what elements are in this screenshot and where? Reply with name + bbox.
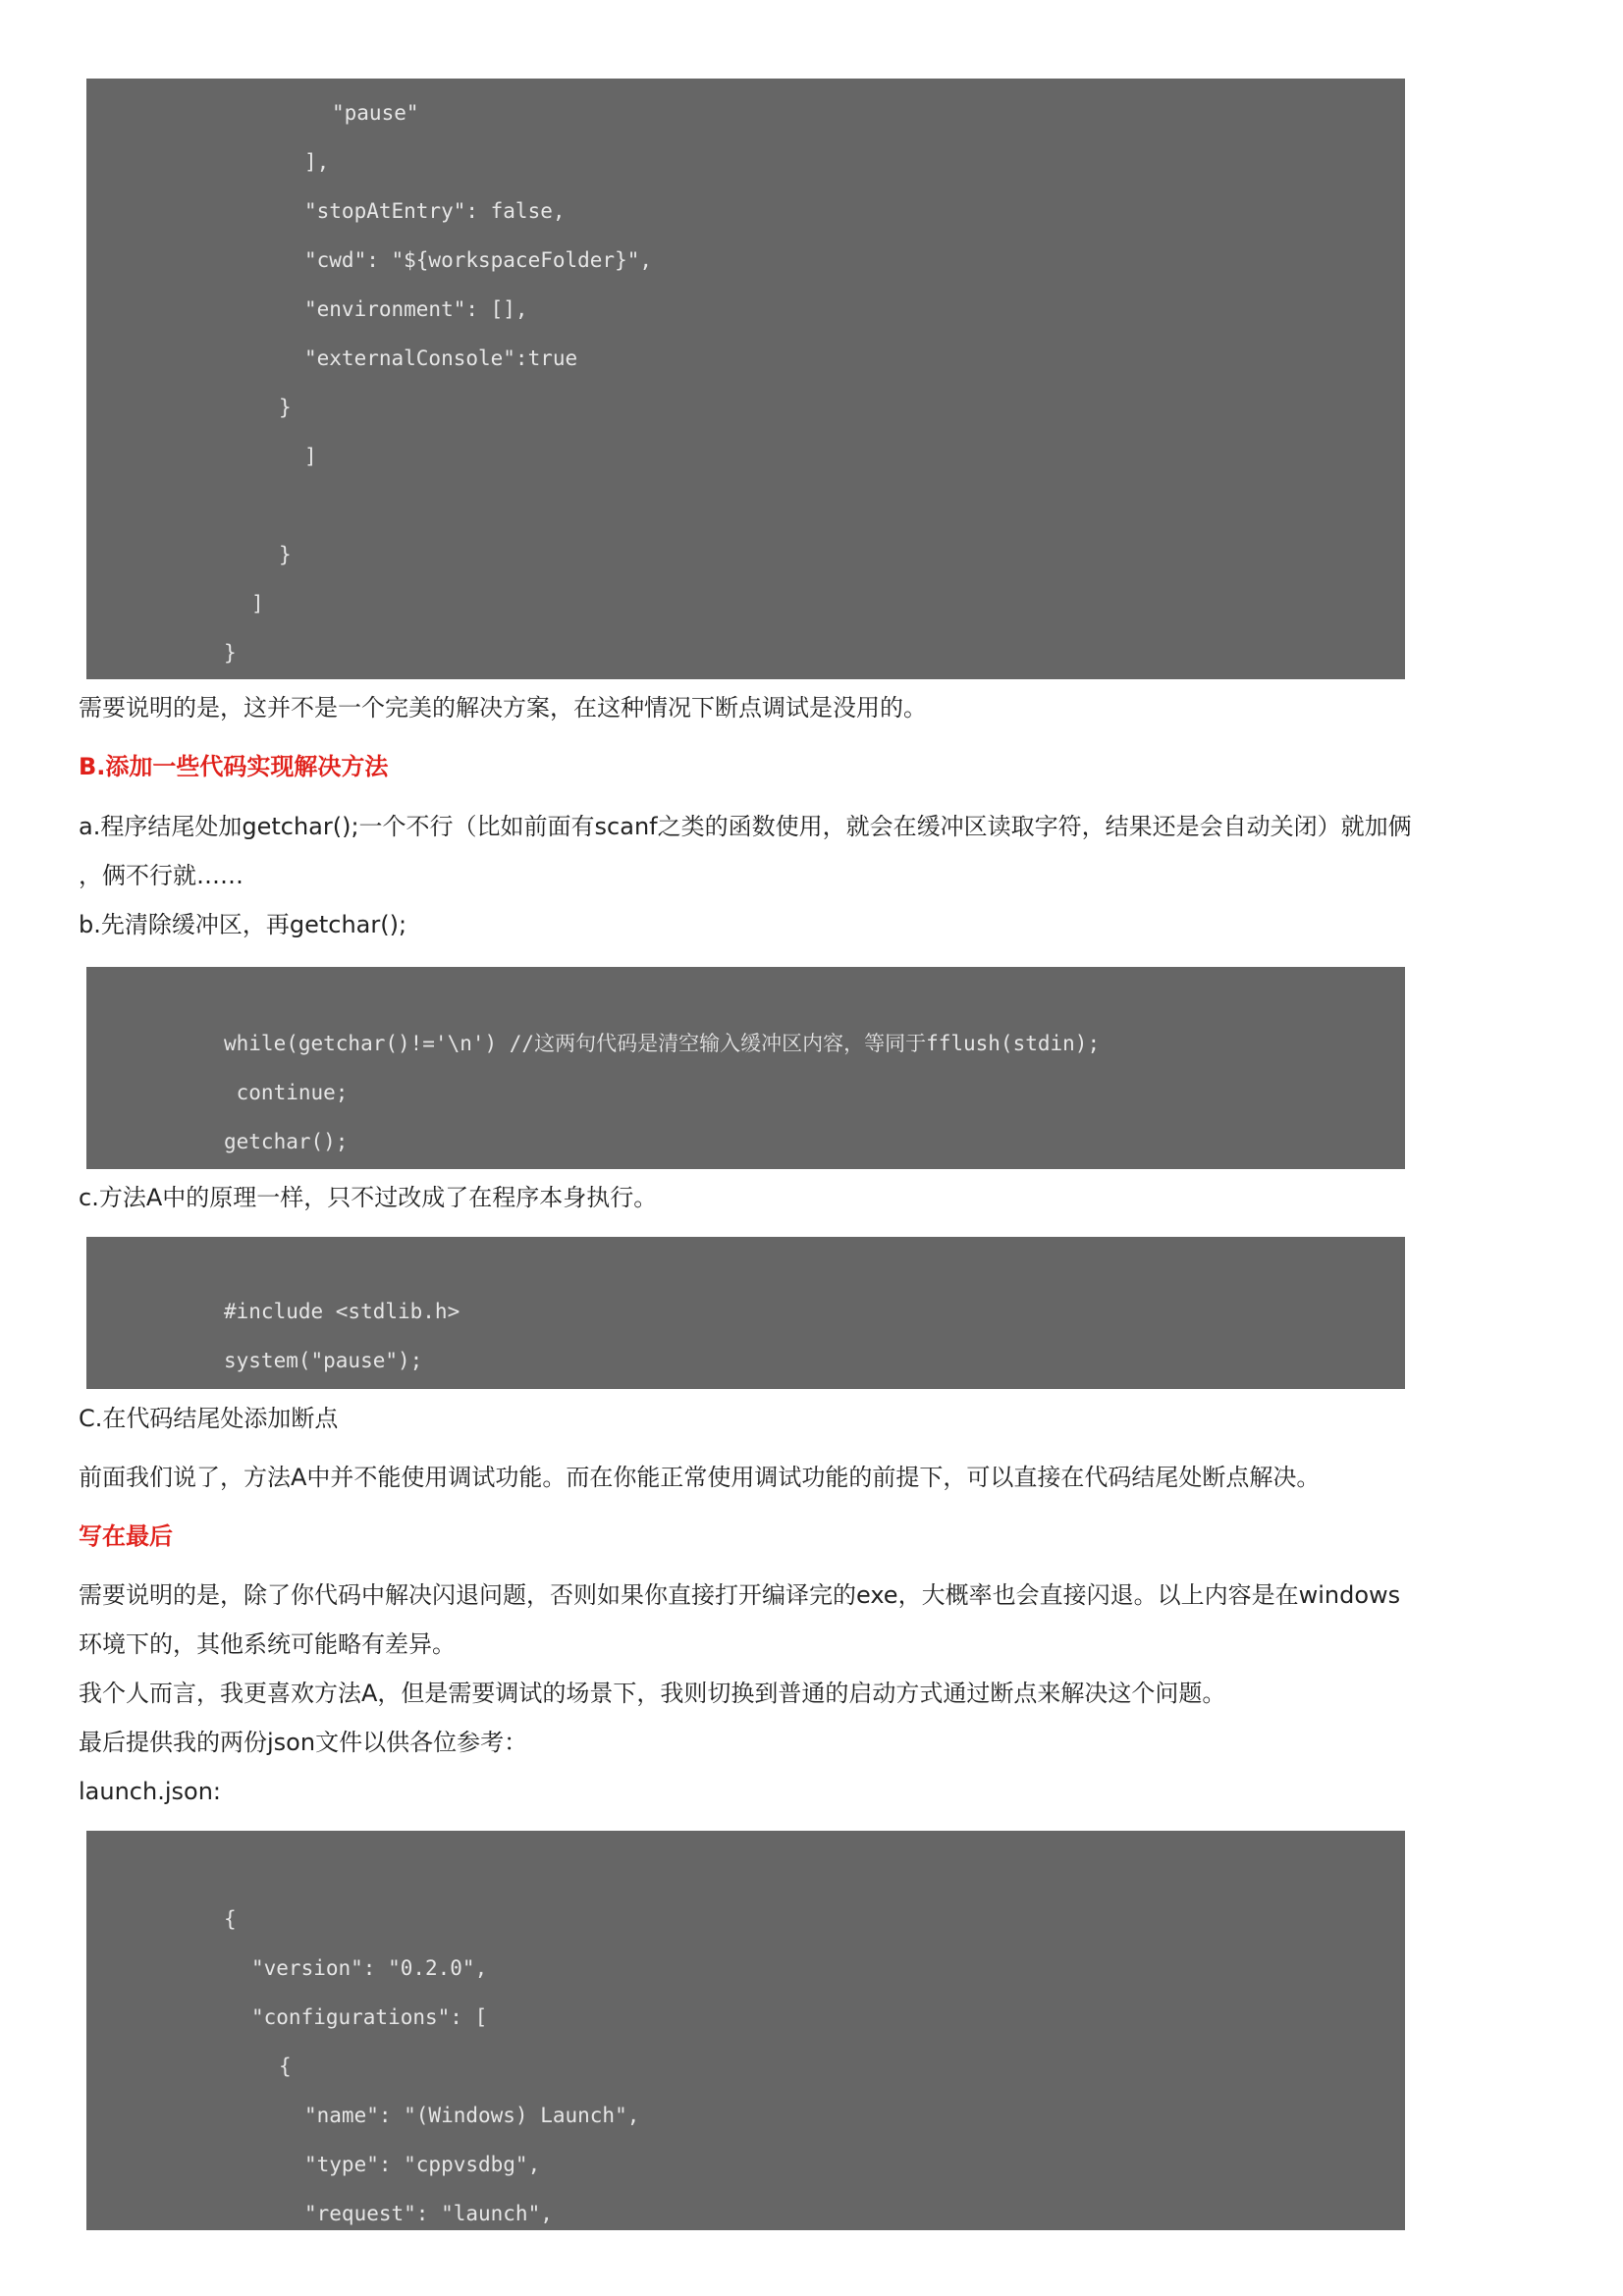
code-line: "configurations": [ xyxy=(251,2005,488,2029)
code-text: while(getchar()!='\n') // xyxy=(224,1032,535,1055)
section-heading-b: B.添加一些代码实现解决方法 xyxy=(79,753,389,780)
paragraph-last-line2: 环境下的，其他系统可能略有差异。 xyxy=(79,1630,456,1658)
paragraph-last-line3: 我个人而言，我更喜欢方法A，但是需要调试的场景下，我则切换到普通的启动方式通过断点来解决这个问题。 xyxy=(79,1680,1226,1707)
launch-json-label: launch.json: xyxy=(79,1778,221,1805)
section-heading-c: C.在代码结尾处添加断点 xyxy=(79,1405,339,1432)
code-line: "name": "(Windows) Launch", xyxy=(304,2104,640,2127)
code-line: { xyxy=(224,1907,237,1931)
note-paragraph: 需要说明的是，这并不是一个完美的解决方案，在这种情况下断点调试是没用的。 xyxy=(79,694,927,721)
code-block-1 xyxy=(86,79,1405,679)
paragraph-c-body: 前面我们说了，方法A中并不能使用调试功能。而在你能正常使用调试功能的前提下，可以直接在代码结尾处断点解决。 xyxy=(79,1464,1321,1491)
code-line: "environment": [], xyxy=(304,297,528,321)
paragraph-c: c.方法A中的原理一样，只不过改成了在程序本身执行。 xyxy=(79,1184,658,1211)
code-line: "type": "cppvsdbg", xyxy=(304,2153,541,2176)
code-line: ] xyxy=(304,445,317,468)
code-line: } xyxy=(224,641,237,665)
paragraph-a-line2: ，俩不行就…… xyxy=(79,862,243,889)
code-block-4 xyxy=(86,1831,1405,2230)
code-line: "externalConsole":true xyxy=(304,347,578,370)
code-block-2 xyxy=(86,967,1405,1169)
code-line: } xyxy=(279,543,292,566)
code-comment: 这两句代码是清空输入缓冲区内容，等同于 xyxy=(534,1032,927,1055)
code-line xyxy=(224,1031,1100,1056)
code-line: system("pause"); xyxy=(224,1349,423,1372)
code-line: "stopAtEntry": false, xyxy=(304,199,566,223)
code-line: "request": "launch", xyxy=(304,2202,553,2225)
code-line: ] xyxy=(251,592,264,615)
code-line: continue; xyxy=(224,1081,349,1104)
paragraph-a-line1: a.程序结尾处加getchar();一个不行（比如前面有scanf之类的函数使用，就会在缓冲区读取字符，结果还是会自动关闭）就加俩 xyxy=(79,813,1412,840)
paragraph-last-line4: 最后提供我的两份json文件以供各位参考： xyxy=(79,1729,528,1756)
code-line: getchar(); xyxy=(224,1130,349,1153)
code-line: "version": "0.2.0", xyxy=(251,1956,488,1980)
code-block-3 xyxy=(86,1237,1405,1389)
code-line: ], xyxy=(304,150,330,174)
code-line: { xyxy=(279,2055,292,2078)
code-line: "pause" xyxy=(332,101,419,125)
code-line: } xyxy=(279,396,292,419)
paragraph-last-line1: 需要说明的是，除了你代码中解决闪退问题，否则如果你直接打开编译完的exe，大概率也会直接闪退。以上内容是在windows xyxy=(79,1581,1401,1609)
code-line: #include <stdlib.h> xyxy=(224,1300,460,1323)
paragraph-b: b.先清除缓冲区，再getchar(); xyxy=(79,911,407,938)
code-line: "cwd": "${workspaceFolder}", xyxy=(304,248,653,272)
section-heading-last: 写在最后 xyxy=(79,1522,173,1550)
code-text: fflush(stdin); xyxy=(926,1032,1101,1055)
